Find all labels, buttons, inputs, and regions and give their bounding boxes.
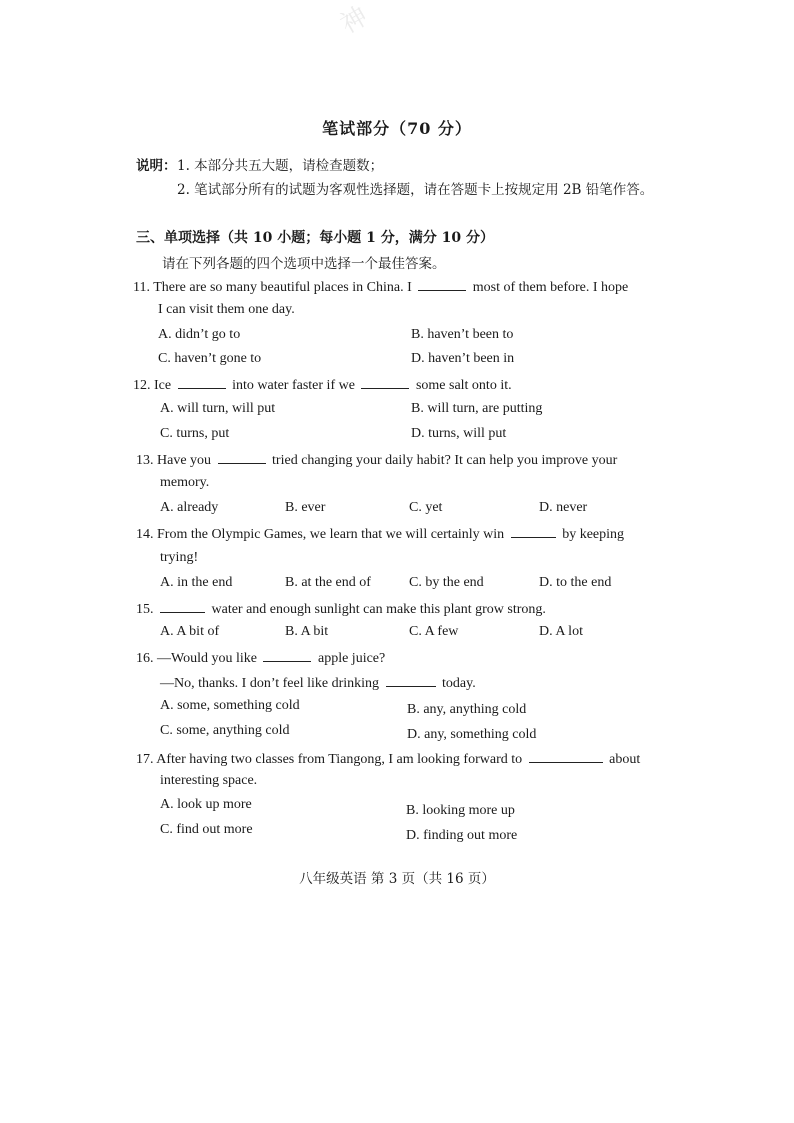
question-text: most of them before. I hope: [472, 280, 629, 295]
answer-blank: [511, 525, 556, 538]
question-14-stem: [136, 525, 624, 543]
question-text: Ice: [154, 378, 172, 393]
question-16-stem: [136, 649, 385, 667]
question-text: There are so many beautiful places in China. I: [153, 280, 412, 295]
question-number: 13.: [136, 453, 154, 468]
question-15-stem: [136, 600, 546, 618]
option-c: C. find out more: [160, 822, 253, 837]
question-13-stem-line-2: memory.: [160, 475, 210, 490]
question-17-stem-line-2: interesting space.: [160, 773, 258, 788]
answer-blank: [418, 278, 466, 291]
option-c: C. haven’t gone to: [158, 351, 262, 366]
answer-blank: [160, 600, 205, 613]
question-text: today.: [442, 676, 476, 691]
question-12-stem: [133, 376, 512, 394]
option-d: D. finding out more: [406, 828, 518, 843]
option-d: D. to the end: [539, 575, 612, 590]
question-number: 17.: [136, 752, 154, 767]
note-line-2: 2. 笔试部分所有的试题为客观性选择题，请在答题卡上按规定用 2B 铅笔作答。: [177, 182, 654, 198]
page-title: 笔试部分（70 分）: [322, 119, 472, 138]
question-number: 11.: [133, 280, 150, 295]
option-b: B. haven’t been to: [411, 327, 514, 342]
question-11-stem: [133, 278, 628, 296]
question-text: —Would you like: [157, 651, 257, 666]
option-b: B. at the end of: [285, 575, 371, 590]
answer-blank: [386, 674, 436, 687]
answer-blank: [529, 750, 603, 763]
option-d: D. any, something cold: [407, 727, 537, 742]
page-footer: 八年级英语 第 3 页（共 16 页）: [299, 871, 495, 887]
option-b: B. will turn, are putting: [411, 401, 543, 416]
option-c: C. some, anything cold: [160, 723, 290, 738]
section-heading: 三、单项选择（共 10 小题；每小题 1 分，满分 10 分）: [136, 230, 494, 246]
watermark: 神: [335, 1, 374, 41]
question-11-stem-line-2: I can visit them one day.: [158, 302, 295, 317]
question-text: After having two classes from Tiangong, I am looking forward to: [156, 752, 523, 767]
question-number: 12.: [133, 378, 151, 393]
note-line-1: 1. 本部分共五大题，请检查题数；: [177, 158, 384, 174]
option-c: C. by the end: [409, 575, 484, 590]
question-text: by keeping: [562, 527, 625, 542]
question-text: water and enough sunlight can make this plant grow strong.: [211, 602, 546, 617]
question-17-stem: [136, 750, 640, 768]
option-b: B. A bit: [285, 624, 329, 639]
option-d: D. turns, will put: [411, 426, 507, 441]
question-text: From the Olympic Games, we learn that we will certainly win: [157, 527, 505, 542]
answer-blank: [361, 376, 409, 389]
option-a: A. already: [160, 500, 219, 515]
question-number: 16.: [136, 651, 154, 666]
option-a: A. in the end: [160, 575, 233, 590]
option-d: D. never: [539, 500, 588, 515]
answer-blank: [263, 649, 311, 662]
option-b: B. any, anything cold: [407, 702, 527, 717]
option-c: C. A few: [409, 624, 459, 639]
question-text: into water faster if we: [232, 378, 355, 393]
answer-blank: [218, 451, 266, 464]
question-14-stem-line-2: trying!: [160, 550, 199, 565]
option-a: A. will turn, will put: [160, 401, 276, 416]
question-16-stem-line-2: [160, 674, 476, 692]
option-b: B. looking more up: [406, 803, 515, 818]
question-text: some salt onto it.: [415, 378, 512, 393]
question-text: apple juice?: [317, 651, 386, 666]
option-a: A. some, something cold: [160, 698, 300, 713]
option-c: C. turns, put: [160, 426, 230, 441]
question-text: Have you: [157, 453, 212, 468]
option-a: A. didn’t go to: [158, 327, 241, 342]
section-instruction: 请在下列各题的四个选项中选择一个最佳答案。: [162, 256, 446, 272]
option-d: D. A lot: [539, 624, 583, 639]
option-c: C. yet: [409, 500, 443, 515]
option-a: A. A bit of: [160, 624, 220, 639]
option-b: B. ever: [285, 500, 326, 515]
question-number: 14.: [136, 527, 154, 542]
question-text: —No, thanks. I don’t feel like drinking: [160, 676, 380, 691]
question-text: tried changing your daily habit? It can help you improve your: [272, 453, 618, 468]
question-number: 15.: [136, 602, 154, 617]
option-a: A. look up more: [160, 797, 252, 812]
notes-label: 说明：: [136, 158, 177, 174]
answer-blank: [178, 376, 226, 389]
question-13-stem: [136, 451, 617, 469]
question-text: about: [609, 752, 641, 767]
option-d: D. haven’t been in: [411, 351, 515, 366]
